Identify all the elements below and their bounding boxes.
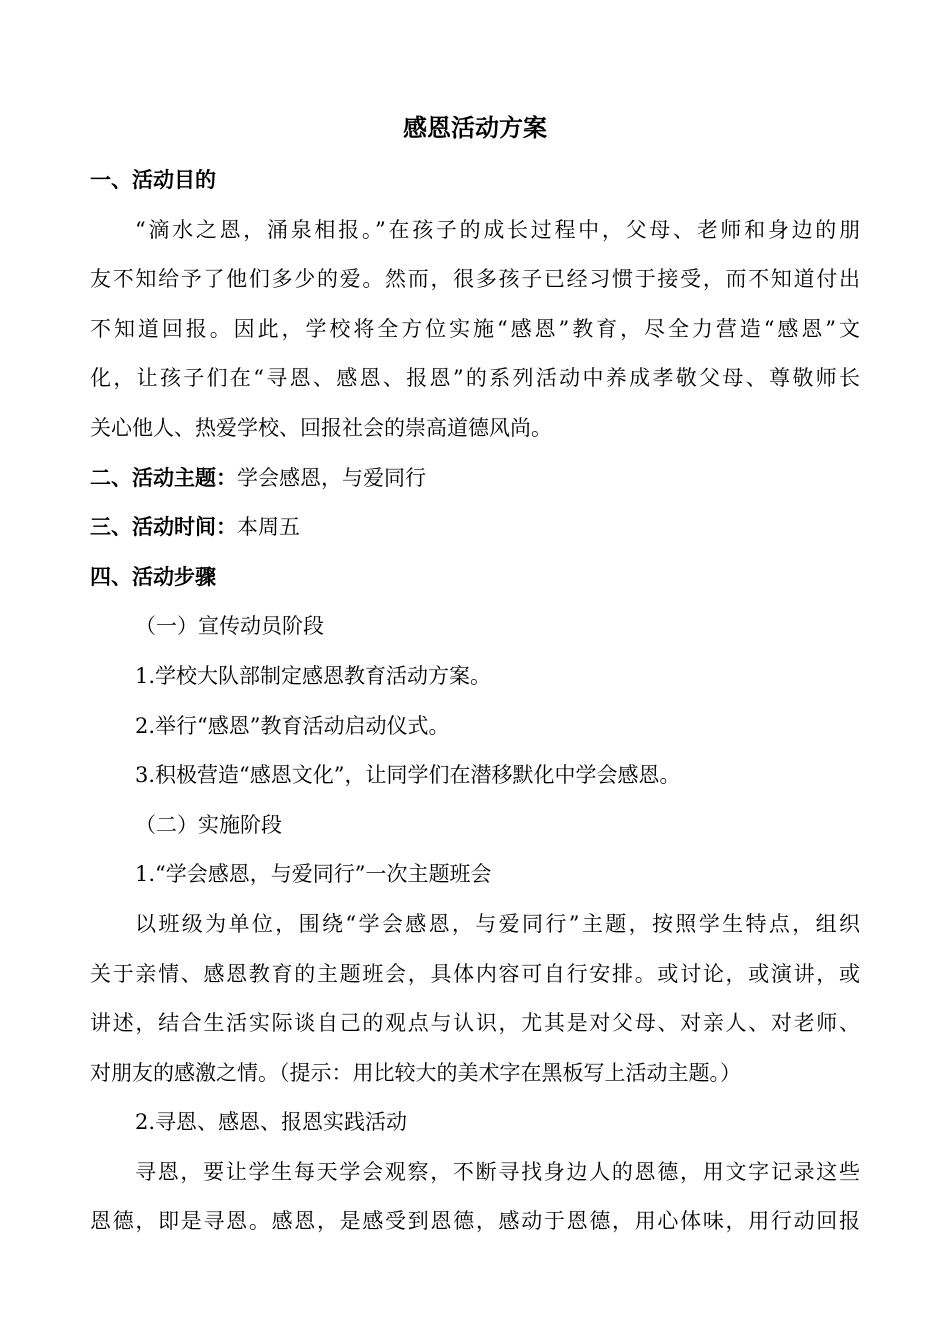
paragraph-line: 化，让孩子们在“寻恩、感恩、报恩”的系列活动中养成孝敬父母、尊敬师长 xyxy=(90,366,860,391)
section-value: 学会感恩，与爱同行 xyxy=(237,465,426,490)
stage-title: （一）宣传动员阶段 xyxy=(135,614,324,639)
section-heading: 一、活动目的 xyxy=(90,168,216,192)
stage-title: （二）实施阶段 xyxy=(135,812,282,837)
list-item: 2.举行“感恩”教育活动启动仪式。 xyxy=(135,713,450,738)
section-heading: 四、活动步骤 xyxy=(90,564,216,589)
paragraph-line: 关心他人、热爱学校、回报社会的崇高道德风尚。 xyxy=(90,415,552,440)
paragraph-line: 寻恩，要让学生每天学会观察，不断寻找身边人的恩德，用文字记录这些 xyxy=(135,1159,860,1184)
paragraph-line: 不知道回报。因此，学校将全方位实施“感恩”教育，尽全力营造“感恩”文 xyxy=(90,316,860,341)
section-heading: 三、活动时间： xyxy=(90,515,237,540)
item-title: 1.“学会感恩，与爱同行”一次主题班会 xyxy=(135,862,492,887)
list-item: 3.积极营造“感恩文化”，让同学们在潜移默化中学会感恩。 xyxy=(135,763,681,788)
document-title: 感恩活动方案 xyxy=(403,114,547,142)
paragraph-line: “滴水之恩，涌泉相报。”在孩子的成长过程中，父母、老师和身边的朋 xyxy=(135,217,860,242)
item-title: 2.寻恩、感恩、报恩实践活动 xyxy=(135,1110,408,1135)
section-time xyxy=(90,503,860,553)
section-value: 本周五 xyxy=(237,515,300,540)
paragraph-line: 友不知给予了他们多少的爱。然而，很多孩子已经习惯于接受，而不知道付出 xyxy=(90,267,860,292)
section-theme xyxy=(90,454,860,504)
paragraph-line: 对朋友的感激之情。（提示：用比较大的美术字在黑板写上活动主题。） xyxy=(90,1060,741,1085)
document-body xyxy=(90,156,860,1247)
paragraph-line: 恩德，即是寻恩。感恩，是感受到恩德，感动于恩德，用心体味，用行动回报 xyxy=(90,1209,860,1234)
paragraph-line: 关于亲情、感恩教育的主题班会，具体内容可自行安排。或讨论，或演讲，或 xyxy=(90,961,860,986)
paragraph-line: 以班级为单位，围绕“学会感恩，与爱同行”主题，按照学生特点，组织 xyxy=(135,911,860,936)
section-heading: 二、活动主题： xyxy=(90,465,237,490)
paragraph-line: 讲述，结合生活实际谈自己的观点与认识，尤其是对父母、对亲人、对老师、 xyxy=(90,1011,860,1036)
list-item: 1.学校大队部制定感恩教育活动方案。 xyxy=(135,663,492,688)
